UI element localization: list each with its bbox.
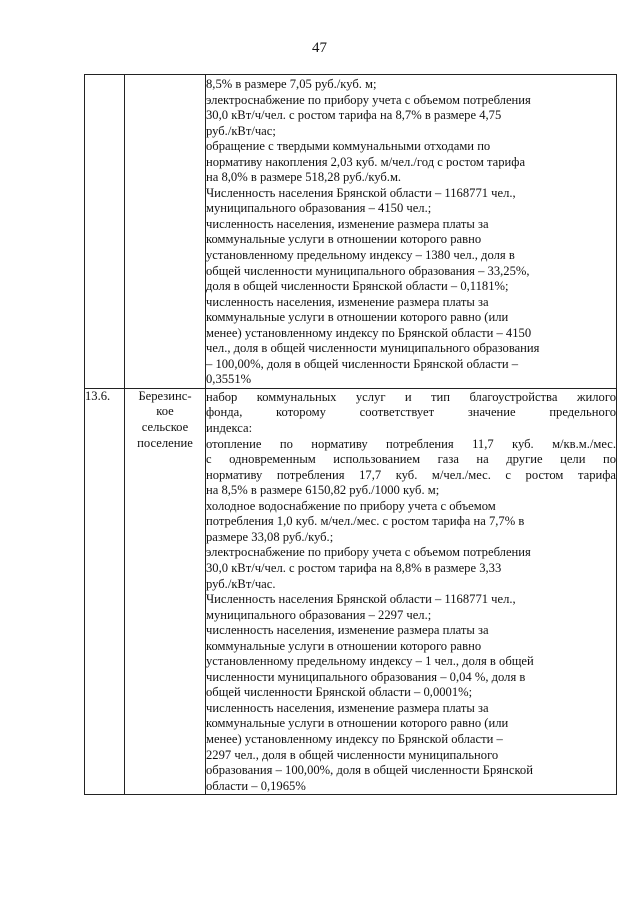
municipality-name-line: Березинс- bbox=[138, 388, 192, 403]
row-number-cell: 13.6. bbox=[85, 388, 125, 794]
description-line: электроснабжение по прибору учета с объемом потребления bbox=[206, 545, 531, 560]
description-line: отопление по нормативу потребления 11,7 куб. м/кв.м./мес. bbox=[206, 436, 616, 451]
description-line: обращение с твердыми коммунальными отходами по bbox=[206, 139, 491, 154]
page-number: 47 bbox=[312, 40, 327, 56]
description-line: доля в общей численности Брянской области – 0,1181%; bbox=[206, 279, 509, 294]
description-line: 30,0 кВт/ч/чел. с ростом тарифа на 8,8% в размере 3,33 bbox=[206, 560, 502, 575]
description-line: фонда, которому соответствует значение предельного bbox=[206, 405, 616, 420]
description-line: менее) установленному индексу по Брянской области – 4150 bbox=[206, 325, 532, 340]
description-line: установленному предельному индексу – 1380 чел., доля в bbox=[206, 248, 515, 263]
description-line: потребления 1,0 куб. м/чел./мес. с ростом тарифа на 7,7% в bbox=[206, 514, 525, 529]
municipality-name-cell bbox=[125, 75, 206, 389]
description-line: на 8,0% в размере 518,28 руб./куб.м. bbox=[206, 170, 402, 185]
description-line: муниципального образования – 2297 чел.; bbox=[206, 607, 432, 622]
description-line: 8,5% в размере 7,05 руб./куб. м; bbox=[206, 77, 377, 91]
description-line: образования – 100,00%, доля в общей численности Брянской bbox=[206, 763, 533, 778]
description-line: общей численности Брянской области – 0,0001%; bbox=[206, 685, 473, 700]
description-line: холодное водоснабжение по прибору учета с объемом bbox=[206, 498, 496, 513]
description-line: численность населения, изменение размера платы за bbox=[206, 294, 489, 309]
description-cell bbox=[206, 75, 617, 389]
description-line: руб./кВт/час; bbox=[206, 123, 276, 138]
description-line: 2297 чел., доля в общей численности муниципального bbox=[206, 747, 499, 762]
description-line: с одновременным использованием газа на другие цели по bbox=[206, 452, 616, 467]
description-cell bbox=[206, 388, 617, 794]
description-line: общей численности муниципального образования – 33,25%, bbox=[206, 263, 530, 278]
description-line: численности муниципального образования – 0,04 %, доля в bbox=[206, 669, 526, 684]
description-line: электроснабжение по прибору учета с объемом потребления bbox=[206, 92, 531, 107]
table-row bbox=[85, 388, 617, 794]
description-line: области – 0,1965% bbox=[206, 778, 306, 793]
description-line: – 100,00%, доля в общей численности Брянской области – bbox=[206, 356, 519, 371]
municipality-name-line: кое bbox=[156, 404, 174, 419]
description-line: численность населения, изменение размера платы за bbox=[206, 700, 489, 715]
description-line: муниципального образования – 4150 чел.; bbox=[206, 201, 432, 216]
description-line: Численность населения Брянской области – 1168771 чел., bbox=[206, 592, 516, 607]
description-line: 30,0 кВт/ч/чел. с ростом тарифа на 8,7% в размере 4,75 bbox=[206, 108, 502, 123]
description-line: 0,3551% bbox=[206, 372, 252, 387]
row-number-cell bbox=[85, 75, 125, 389]
description-line: индекса: bbox=[206, 421, 253, 436]
municipality-name-line: поселение bbox=[137, 435, 193, 450]
description-line: чел., доля в общей численности муниципального образования bbox=[206, 341, 540, 356]
description-line: коммунальные услуги в отношении которого равно (или bbox=[206, 310, 509, 325]
description-line: Численность населения Брянской области – 1168771 чел., bbox=[206, 185, 516, 200]
description-line: на 8,5% в размере 6150,82 руб./1000 куб. м; bbox=[206, 483, 440, 498]
description-line: размере 33,08 руб./куб.; bbox=[206, 529, 334, 544]
description-line: менее) установленному индексу по Брянской области – bbox=[206, 731, 503, 746]
table-row bbox=[85, 75, 617, 389]
description-line: коммунальные услуги в отношении которого равно bbox=[206, 232, 482, 247]
description-line: руб./кВт/час. bbox=[206, 576, 276, 591]
municipality-name-cell bbox=[125, 388, 206, 794]
tariff-table bbox=[84, 74, 617, 795]
description-line: установленному предельному индексу – 1 чел., доля в общей bbox=[206, 654, 534, 669]
description-line: коммунальные услуги в отношении которого равно bbox=[206, 638, 482, 653]
description-line: нормативу потребления 17,7 куб. м/чел./мес. с ростом тарифа bbox=[206, 467, 616, 482]
municipality-name-line: сельское bbox=[141, 420, 189, 435]
description-line: коммунальные услуги в отношении которого равно (или bbox=[206, 716, 509, 731]
description-line: набор коммунальных услуг и тип благоустройства жилого bbox=[206, 389, 616, 404]
description-line: численность населения, изменение размера платы за bbox=[206, 623, 489, 638]
description-line: нормативу накопления 2,03 куб. м/чел./год с ростом тарифа bbox=[206, 154, 526, 169]
description-line: численность населения, изменение размера платы за bbox=[206, 216, 489, 231]
